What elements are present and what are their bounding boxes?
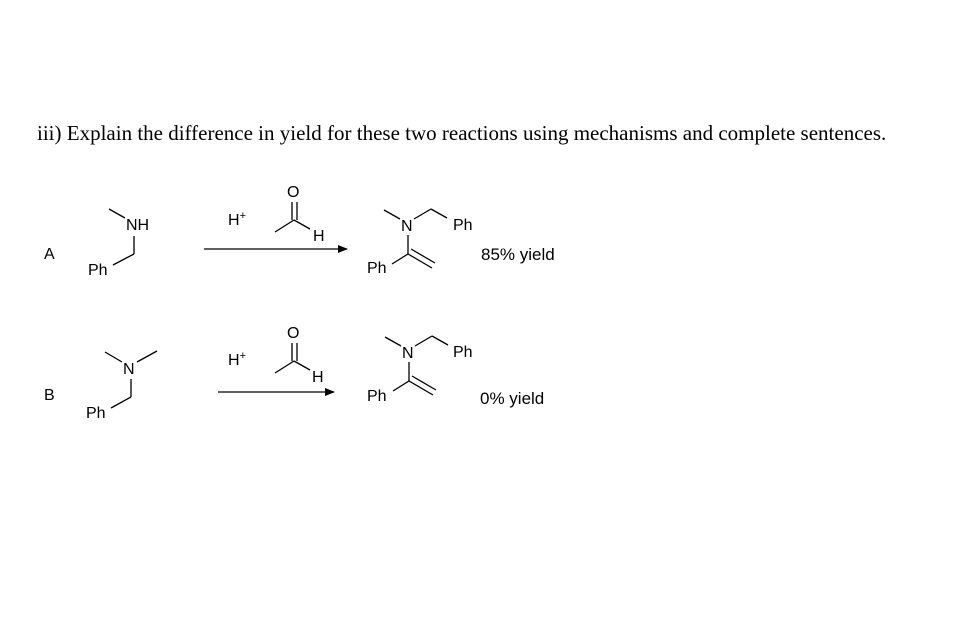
bond <box>409 381 433 395</box>
bond <box>385 337 401 346</box>
bond <box>415 336 432 346</box>
bond <box>432 336 448 345</box>
reactant-a <box>88 209 149 279</box>
reagent-b-aldehyde-h: H <box>312 369 324 386</box>
bond <box>408 254 432 268</box>
reaction-a <box>44 184 555 279</box>
bond <box>384 210 400 219</box>
bond <box>109 209 125 218</box>
reactant-a-ph: Ph <box>88 262 108 279</box>
reaction-a-label: A <box>44 246 55 263</box>
bond <box>111 397 131 408</box>
product-a <box>367 209 473 277</box>
bond <box>294 361 310 370</box>
bond <box>411 249 435 263</box>
reagent-b-acid: H+ <box>228 350 246 369</box>
reagent-a-aldehyde-o: O <box>287 184 300 201</box>
reagents-a <box>228 184 325 245</box>
bond <box>393 381 409 391</box>
bond <box>431 209 447 218</box>
product-a-ph-right: Ph <box>453 217 473 234</box>
reaction-b <box>44 325 544 422</box>
product-a-ph-left: Ph <box>367 260 387 277</box>
bond <box>113 254 134 265</box>
reactant-b-n: N <box>123 361 135 378</box>
bond <box>105 352 122 362</box>
product-b-ph-left: Ph <box>367 388 387 405</box>
reagent-a-aldehyde-h: H <box>313 228 325 245</box>
product-b <box>367 336 473 405</box>
yield-b: 0% yield <box>480 389 545 408</box>
question-text: iii) Explain the difference in yield for these two reactions using mechanisms and complete sentences. <box>37 121 887 145</box>
reagents-b <box>228 325 324 386</box>
reagent-a-acid: H+ <box>228 210 246 229</box>
bond <box>294 220 310 229</box>
bond <box>392 254 408 264</box>
reactant-b <box>86 351 157 422</box>
yield-a: 85% yield <box>481 245 555 264</box>
product-b-n: N <box>402 345 414 362</box>
reactant-a-nh: NH <box>126 217 150 234</box>
bond <box>412 376 436 390</box>
reagent-b-aldehyde-o: O <box>287 325 300 342</box>
bond <box>275 361 294 373</box>
bond <box>414 209 431 219</box>
bond <box>275 220 294 232</box>
reactant-b-ph: Ph <box>86 405 106 422</box>
product-a-n: N <box>401 218 413 235</box>
reaction-b-label: B <box>44 387 55 404</box>
product-b-ph-right: Ph <box>453 344 473 361</box>
bond <box>137 351 157 362</box>
